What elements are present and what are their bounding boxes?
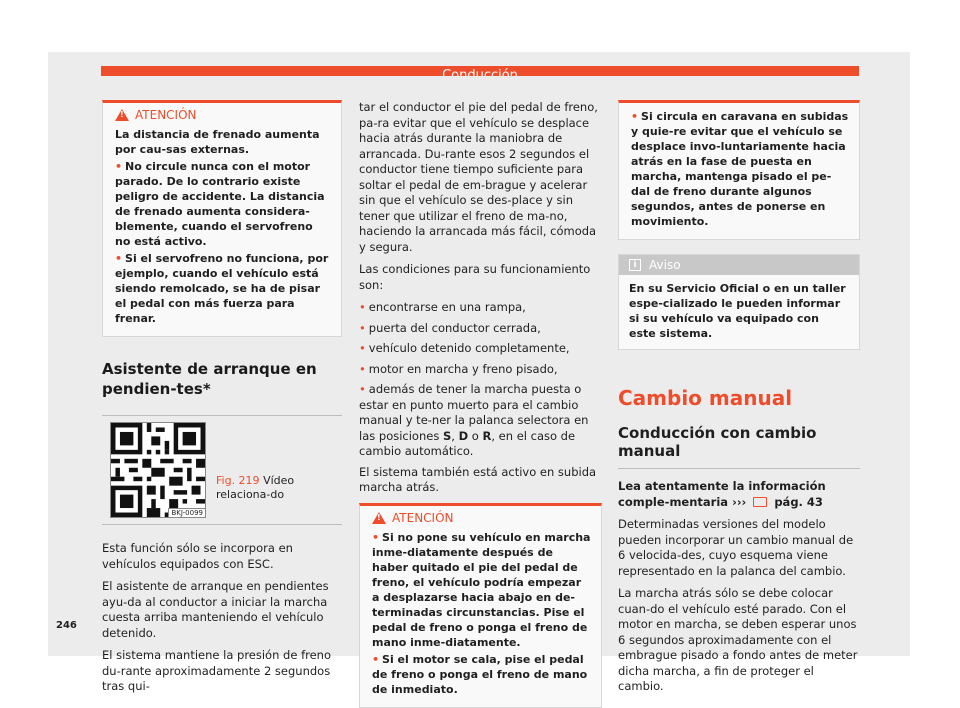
note-header: [619, 255, 859, 275]
warning-bullet: • Si no pone su vehículo en marcha inme-diatamente después de haber quitado el pie del pedal de freno, el vehículo podría empezar a desplazarse hacia abajo en de-terminadas circunstancias. Pise el pedal de freno o ponga el freno de mano inme-diatamente.: [372, 530, 591, 649]
warning-body: [360, 528, 601, 707]
list-item: • encontrarse en una rampa,: [359, 300, 526, 314]
bullet-icon: •: [372, 652, 380, 666]
column-left: [102, 100, 342, 702]
warning-bullet: • Si circula en caravana en subidas y quie-re evitar que el vehículo se desplace invo-luntariamente hacia atrás en la fase de puesta en marcha, mantenga pisado el pe-dal de freno durante algunos segundos, antes de ponerse en movimiento.: [631, 110, 849, 228]
warning-box: [102, 100, 342, 337]
warning-triangle-icon: [372, 512, 386, 524]
paragraph: Determinadas versiones del modelo pueden incorporar un cambio manual de 6 velocida-des, cuyo esquema viene representado en la palanca del cambio.: [618, 517, 854, 578]
warning-bullet: • No circule nunca con el motor parado. De lo contrario existe peligro de accidente. La distancia de frenado aumenta considera-blemente, cuando el servofreno no está activo.: [115, 160, 325, 248]
bullet-icon: •: [359, 320, 366, 335]
bullet-icon: •: [359, 341, 366, 355]
warning-body: [103, 125, 341, 336]
warning-triangle-icon: [115, 109, 129, 121]
figure-code: BKJ-0099: [168, 508, 206, 518]
paragraph: tar el conductor el pie del pedal de freno, pa-ra evitar que el vehículo se desplace hacia atrás durante la maniobra de arrancada. Du-rante esos 2 segundos el conductor tiene tiempo suficiente para soltar el pedal de em-brague y acelerar sin que el vehículo se des-place y sin tener que utilizar el freno de ma-no, haciendo la arrancada más fácil, cómoda y segura.: [359, 100, 598, 254]
page-number: 246: [56, 620, 77, 631]
list-item: • además de tener la marcha puesta o estar en punto muerto para el cambio manual y te-ner la palanca selectora en las posiciones S, D o R, en el caso de cambio automático.: [359, 382, 589, 458]
paragraph: El asistente de arranque en pendientes ayu-da al conductor a iniciar la marcha cuesta arriba manteniendo el vehículo detenido.: [102, 579, 329, 640]
chapter-title: Cambio manual: [618, 386, 793, 410]
column-middle: [359, 100, 602, 708]
warning-header: [103, 103, 341, 125]
warning-body: [619, 103, 859, 239]
qr-code-icon: [111, 423, 205, 517]
bullet-icon: •: [372, 530, 380, 544]
column-right: [618, 100, 860, 702]
paragraph: Esta función sólo se incorpora en vehículos equipados con ESC.: [102, 541, 293, 571]
paragraph: El sistema mantiene la presión de freno du-rante aproximadamente 2 segundos tras qui-: [102, 648, 331, 693]
qr-code: [110, 422, 206, 518]
info-icon: i: [629, 259, 641, 271]
note-title: Aviso: [649, 258, 681, 272]
bullet-icon: •: [631, 110, 639, 123]
figure-box: [102, 415, 342, 525]
warning-title: ATENCIÓN: [135, 108, 197, 122]
list-item: • vehículo detenido completamente,: [359, 341, 570, 355]
figure-number: Fig. 219: [216, 474, 260, 487]
section-text: [102, 541, 342, 695]
page-reference-link[interactable]: pág. 43: [774, 494, 823, 509]
paragraph: El sistema también está activo en subida marcha atrás.: [359, 464, 597, 494]
warning-bullet: • Si el motor se cala, pise el pedal de freno o ponga el freno de mano de inmediato.: [372, 652, 588, 696]
paragraph: La marcha atrás sólo se debe colocar cuan-do el vehículo esté parado. Con el motor en marcha, se deben esperar unos 6 segundos aproximadamente con el embrague pisado a fondo antes de meter dicha marcha, a fin de proteger el cambio.: [618, 586, 858, 693]
section-title: Asistente de arranque en pendien-tes*: [102, 360, 317, 398]
note-box: [618, 254, 860, 350]
subsection-title: Conducción con cambio manual: [618, 424, 817, 460]
warning-intro: La distancia de frenado aumenta por cau-sas externas.: [115, 128, 320, 156]
page-content: [48, 76, 910, 696]
divider: [618, 468, 860, 469]
bullet-icon: •: [115, 160, 123, 173]
book-icon: [753, 497, 767, 507]
figure-caption-text: Vídeo relaciona-do: [216, 474, 295, 501]
list-item: • motor en marcha y freno pisado,: [359, 361, 558, 376]
bullet-icon: •: [359, 382, 366, 396]
paragraph: Las condiciones para su funcionamiento son:: [359, 262, 591, 292]
bullet-icon: •: [359, 361, 366, 376]
warning-bullet: • Si el servofreno no funciona, por ejemplo, cuando el vehículo está siendo remolcado, se ha de pisar el pedal con más fuerza para frenar.: [115, 252, 329, 325]
bullet-icon: •: [115, 252, 123, 265]
list-item: • puerta del conductor cerrada,: [359, 320, 541, 335]
warning-box: [359, 503, 602, 708]
read-first-note: Lea atentamente la información comple-mentaria ››› pág. 43: [618, 479, 826, 509]
warning-header: [360, 506, 601, 528]
warning-title: ATENCIÓN: [392, 510, 454, 525]
warning-box-continued: [618, 100, 860, 240]
figure-caption: [216, 474, 342, 524]
bullet-icon: •: [359, 300, 366, 314]
note-body: En su Servicio Oficial o en un taller espe-cializado le pueden informar si su vehículo va equipado con este sistema.: [629, 282, 846, 340]
conditions-list: [359, 300, 602, 460]
